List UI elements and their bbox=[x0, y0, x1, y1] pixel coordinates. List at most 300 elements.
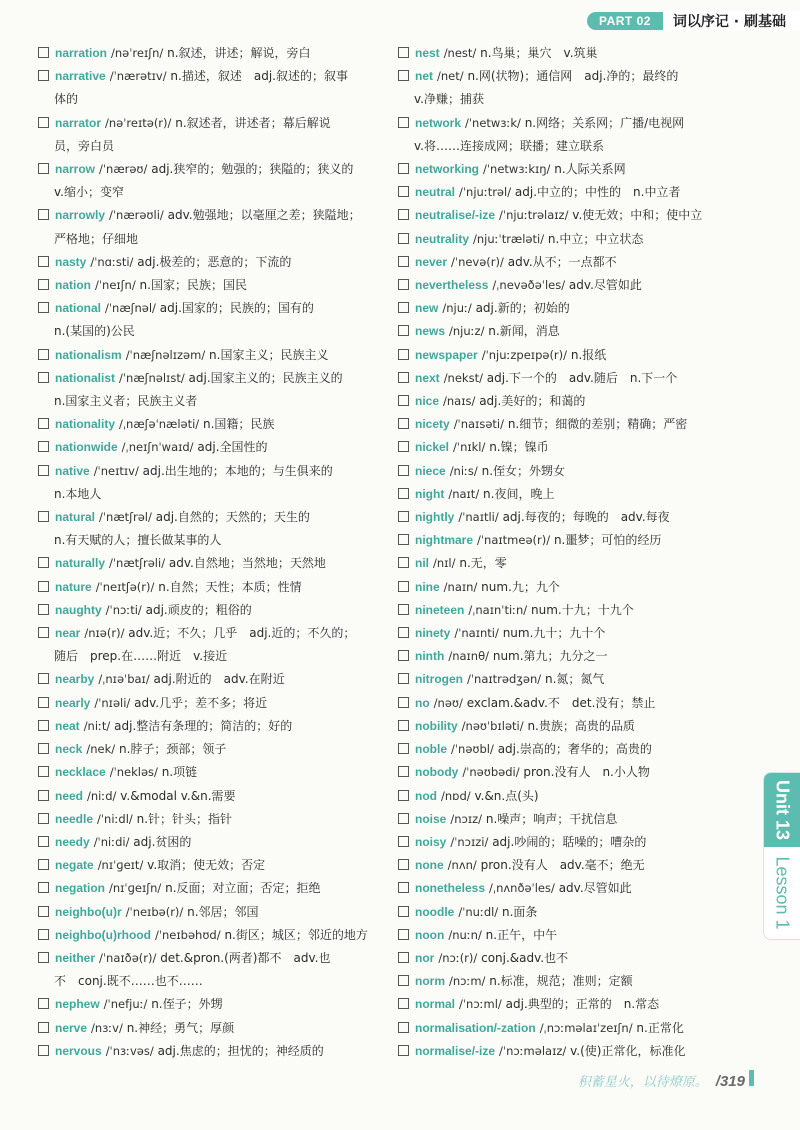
vocab-entry bbox=[38, 460, 380, 483]
headword: neighbo(u)r bbox=[55, 904, 122, 919]
definition: adv.从不；一点都不 bbox=[507, 254, 617, 269]
headword: national bbox=[55, 301, 102, 316]
phonetic: /ˈnevə(r)/ bbox=[451, 254, 504, 269]
unit-tab-top bbox=[764, 773, 800, 847]
checkbox-icon[interactable] bbox=[38, 998, 49, 1009]
phonetic: /ˈnjuːtrəl/ bbox=[459, 185, 512, 200]
checkbox-icon[interactable] bbox=[38, 279, 49, 290]
phonetic: /ˈnaɪsəti/ bbox=[453, 417, 504, 432]
phonetic: /nəʊ/ bbox=[433, 695, 463, 710]
phonetic: /nɔɪz/ bbox=[450, 811, 483, 826]
phonetic: /nɜːv/ bbox=[91, 1020, 123, 1035]
headword: noon bbox=[415, 927, 445, 942]
headword: nearly bbox=[55, 695, 91, 710]
phonetic: /nɪl/ bbox=[433, 556, 456, 571]
checkbox-icon[interactable] bbox=[398, 743, 409, 754]
vocab-entry bbox=[398, 785, 734, 808]
phonetic: /njuːz/ bbox=[449, 324, 485, 339]
phonetic: /ˈnaɪtrədʒən/ bbox=[467, 672, 542, 687]
definition: num.九十；九十个 bbox=[502, 626, 606, 641]
phonetic: /ˈnɔɪzi/ bbox=[450, 834, 489, 849]
headword: nine bbox=[415, 579, 440, 594]
vocab-entry bbox=[398, 529, 734, 552]
definition: adj.每夜的；每晚的 adv.每夜 bbox=[502, 510, 670, 525]
page-number-bar bbox=[749, 1070, 754, 1086]
vocab-entry bbox=[38, 436, 380, 459]
checkbox-icon[interactable] bbox=[38, 604, 49, 615]
checkbox-icon[interactable] bbox=[38, 557, 49, 568]
definition: adj.极差的；恶意的；下流的 bbox=[137, 254, 292, 269]
definition: num.十九；十九个 bbox=[531, 602, 634, 617]
checkbox-icon[interactable] bbox=[38, 1045, 49, 1056]
vocab-entry bbox=[398, 413, 734, 436]
checkbox-icon[interactable] bbox=[38, 790, 49, 801]
lesson-label: Lesson 1 bbox=[772, 856, 793, 930]
vocab-entry bbox=[38, 854, 380, 877]
checkbox-icon[interactable] bbox=[398, 349, 409, 360]
checkbox-icon[interactable] bbox=[398, 534, 409, 545]
checkbox-icon[interactable] bbox=[38, 372, 49, 383]
checkbox-icon[interactable] bbox=[38, 859, 49, 870]
headword: network bbox=[415, 115, 462, 130]
phonetic: /nek/ bbox=[86, 742, 116, 757]
checkbox-icon[interactable] bbox=[398, 882, 409, 893]
checkbox-icon[interactable] bbox=[38, 813, 49, 824]
phonetic: /nɪˈɡeɪʃn/ bbox=[109, 881, 162, 896]
vocab-entry bbox=[398, 251, 734, 274]
definition: n.正午，中午 bbox=[485, 927, 558, 942]
headword: nobility bbox=[415, 718, 458, 733]
page-footer bbox=[578, 1070, 754, 1090]
phonetic: /ˌnɔːməlaɪˈzeɪʃn/ bbox=[539, 1020, 633, 1035]
definition-continuation: v.净赚；捕获 bbox=[414, 92, 484, 107]
vocab-entry bbox=[398, 228, 734, 251]
checkbox-icon[interactable] bbox=[38, 418, 49, 429]
checkbox-icon[interactable] bbox=[398, 929, 409, 940]
checkbox-icon[interactable] bbox=[398, 70, 409, 81]
checkbox-icon[interactable] bbox=[398, 998, 409, 1009]
definition: adj.整洁有条理的；简洁的；好的 bbox=[114, 718, 293, 733]
vocab-entry bbox=[398, 692, 734, 715]
checkbox-icon[interactable] bbox=[38, 906, 49, 917]
checkbox-icon[interactable] bbox=[38, 673, 49, 684]
page-header bbox=[587, 10, 800, 32]
definition: n.噪声；响声；干扰信息 bbox=[485, 811, 618, 826]
phonetic: /nɔː(r)/ bbox=[438, 950, 478, 965]
headword: near bbox=[55, 626, 81, 641]
headword: niece bbox=[415, 463, 446, 478]
headword: nationalist bbox=[55, 370, 116, 385]
headword: naturally bbox=[55, 556, 106, 571]
checkbox-icon[interactable] bbox=[398, 557, 409, 568]
phonetic: /ˌnaɪnˈtiːn/ bbox=[468, 602, 528, 617]
phonetic: /ˌnʌnðəˈles/ bbox=[489, 881, 555, 896]
phonetic: /ˈnætʃrəli/ bbox=[109, 556, 166, 571]
vocab-entry bbox=[398, 645, 734, 668]
checkbox-icon[interactable] bbox=[398, 604, 409, 615]
headword: normal bbox=[415, 997, 456, 1012]
definition: adv.勉强地；以毫厘之差；狭隘地； bbox=[167, 208, 361, 223]
headword: normalisation/-zation bbox=[415, 1020, 536, 1035]
checkbox-icon[interactable] bbox=[398, 766, 409, 777]
phonetic: /ˈnærəʊ/ bbox=[99, 162, 148, 177]
vocab-entry bbox=[38, 552, 380, 575]
vocab-entry bbox=[38, 993, 380, 1016]
checkbox-icon[interactable] bbox=[38, 720, 49, 731]
checkbox-icon[interactable] bbox=[398, 790, 409, 801]
phonetic: /naɪs/ bbox=[443, 394, 476, 409]
checkbox-icon[interactable] bbox=[398, 465, 409, 476]
headword: neither bbox=[55, 950, 96, 965]
checkbox-icon[interactable] bbox=[38, 836, 49, 847]
definition-continuation: 体的 bbox=[54, 92, 79, 107]
definition: n.报纸 bbox=[570, 347, 607, 362]
definition: n.街区；城区；邻近的地方 bbox=[224, 927, 368, 942]
checkbox-icon[interactable] bbox=[38, 302, 49, 313]
vocab-entry bbox=[398, 483, 734, 506]
headword: norm bbox=[415, 974, 445, 989]
headword: noodle bbox=[415, 904, 455, 919]
definition: n.反面；对立面；否定；拒绝 bbox=[165, 881, 321, 896]
checkbox-icon[interactable] bbox=[398, 418, 409, 429]
vocab-entry bbox=[398, 42, 734, 65]
checkbox-icon[interactable] bbox=[398, 117, 409, 128]
headword: nationalism bbox=[55, 347, 122, 362]
headword: narrative bbox=[55, 69, 106, 84]
phonetic: /ˈnəʊbl/ bbox=[451, 742, 494, 757]
definition: n.夜间，晚上 bbox=[483, 486, 555, 501]
checkbox-icon[interactable] bbox=[398, 441, 409, 452]
definition-continuation: 员，旁白员 bbox=[54, 138, 115, 153]
headword: nationwide bbox=[55, 440, 118, 455]
checkbox-icon[interactable] bbox=[398, 650, 409, 661]
definition-continuation: v.将……连接成网；联播；建立联系 bbox=[414, 138, 604, 153]
phonetic: /nɪə(r)/ bbox=[84, 626, 125, 641]
vocab-entry bbox=[38, 785, 380, 808]
headword: negation bbox=[55, 881, 105, 896]
checkbox-icon[interactable] bbox=[38, 47, 49, 58]
definition: v.使无效；中和；使中立 bbox=[572, 208, 703, 223]
checkbox-icon[interactable] bbox=[398, 859, 409, 870]
checkbox-icon[interactable] bbox=[38, 627, 49, 638]
checkbox-icon[interactable] bbox=[38, 882, 49, 893]
checkbox-icon[interactable] bbox=[398, 163, 409, 174]
checkbox-icon[interactable] bbox=[398, 720, 409, 731]
vocab-entry bbox=[398, 367, 734, 390]
phonetic: /ˈnəʊbədi/ bbox=[462, 765, 520, 780]
headword: negate bbox=[55, 858, 94, 873]
headword: net bbox=[415, 69, 433, 84]
phonetic: /njuːˈtræləti/ bbox=[473, 231, 545, 246]
vocab-entry bbox=[398, 622, 734, 645]
phonetic: /ˈneɪʃn/ bbox=[95, 278, 136, 293]
definition: n.国籍；民族 bbox=[203, 417, 275, 432]
checkbox-icon[interactable] bbox=[398, 627, 409, 638]
headword: next bbox=[415, 370, 440, 385]
vocab-entry bbox=[38, 413, 380, 436]
checkbox-icon[interactable] bbox=[398, 209, 409, 220]
definition: adv.自然地；当然地；天然地 bbox=[168, 556, 326, 571]
vocab-entry bbox=[38, 344, 380, 367]
checkbox-icon[interactable] bbox=[38, 70, 49, 81]
checkbox-icon[interactable] bbox=[398, 279, 409, 290]
vocab-entry bbox=[38, 715, 380, 738]
phonetic: /ˈnekləs/ bbox=[109, 765, 158, 780]
vocab-entry bbox=[398, 668, 734, 691]
headword: nerve bbox=[55, 1020, 88, 1035]
definition: n.正常化 bbox=[636, 1020, 684, 1035]
phonetic: /naɪn/ bbox=[443, 579, 478, 594]
definition: adj.国家的；民族的；国有的 bbox=[159, 301, 314, 316]
definition: n.脖子；颈部；领子 bbox=[118, 742, 227, 757]
checkbox-icon[interactable] bbox=[38, 163, 49, 174]
headword: nice bbox=[415, 394, 440, 409]
vocab-entry bbox=[398, 924, 734, 947]
checkbox-icon[interactable] bbox=[398, 302, 409, 313]
headword: noisy bbox=[415, 834, 447, 849]
checkbox-icon[interactable] bbox=[38, 766, 49, 777]
vocab-entry bbox=[398, 320, 734, 343]
phonetic: /ˈnætʃrəl/ bbox=[99, 510, 152, 525]
phonetic: /naɪt/ bbox=[448, 486, 480, 501]
definition: v.取消；使无效；否定 bbox=[147, 858, 266, 873]
phonetic: /niːd/ bbox=[87, 788, 117, 803]
checkbox-icon[interactable] bbox=[38, 511, 49, 522]
vocab-entry bbox=[398, 947, 734, 970]
part-label: PART 02 bbox=[587, 12, 663, 30]
phonetic: /ˈnærətɪv/ bbox=[109, 69, 167, 84]
phonetic: /niːs/ bbox=[449, 463, 478, 478]
checkbox-icon[interactable] bbox=[38, 952, 49, 963]
vocab-entry bbox=[38, 1017, 380, 1040]
definition: n.描述，叙述 adj.叙述的；叙事 bbox=[170, 69, 348, 84]
headword: noble bbox=[415, 742, 447, 757]
definition: conj.&adv.也不 bbox=[481, 950, 569, 965]
headword: no bbox=[415, 695, 430, 710]
phonetic: /nest/ bbox=[443, 46, 477, 60]
phonetic: /nʌn/ bbox=[447, 858, 477, 873]
phonetic: /ˈnaɪnti/ bbox=[454, 626, 499, 641]
headword: nitrogen bbox=[415, 672, 463, 687]
headword: necklace bbox=[55, 765, 106, 780]
headword: nod bbox=[415, 788, 437, 803]
definition: n.无，零 bbox=[459, 556, 507, 571]
headword: neutral bbox=[415, 185, 456, 200]
checkbox-icon[interactable] bbox=[38, 441, 49, 452]
checkbox-icon[interactable] bbox=[38, 209, 49, 220]
definition: v.(使)正常化，标准化 bbox=[570, 1043, 686, 1058]
definition: adj.贫困的 bbox=[133, 834, 192, 849]
checkbox-icon[interactable] bbox=[38, 465, 49, 476]
checkbox-icon[interactable] bbox=[398, 975, 409, 986]
checkbox-icon[interactable] bbox=[38, 697, 49, 708]
headword: networking bbox=[415, 162, 480, 177]
checkbox-icon[interactable] bbox=[38, 256, 49, 267]
definition-continuation: 不 conj.既不……也不…… bbox=[54, 974, 203, 989]
definition: num.第九；九分之一 bbox=[492, 649, 608, 664]
right-vocab-column bbox=[398, 42, 734, 1063]
vocab-entry bbox=[38, 576, 380, 599]
checkbox-icon[interactable] bbox=[38, 1022, 49, 1033]
definition: n.镍；镍币 bbox=[489, 440, 549, 455]
checkbox-icon[interactable] bbox=[398, 488, 409, 499]
definition: adv.近；不久；几乎 adj.近的；不久的； bbox=[128, 626, 356, 641]
definition: adj.焦虑的；担忧的；神经质的 bbox=[157, 1043, 324, 1058]
headword: nicety bbox=[415, 417, 450, 432]
definition: adj.附近的 adv.在附近 bbox=[153, 672, 285, 687]
definition-continuation: v.缩小；变窄 bbox=[54, 185, 124, 200]
checkbox-icon[interactable] bbox=[398, 1045, 409, 1056]
phonetic: /ˈneɪbə(r)/ bbox=[125, 904, 184, 919]
headword: narration bbox=[55, 46, 108, 60]
vocab-entry bbox=[38, 924, 380, 947]
vocab-entry bbox=[38, 622, 380, 645]
checkbox-icon[interactable] bbox=[398, 906, 409, 917]
vocab-entry bbox=[398, 204, 734, 227]
definition: det.&pron.(两者)都不 adv.也 bbox=[160, 950, 331, 965]
definition: n.侄子；外甥 bbox=[151, 997, 223, 1012]
checkbox-icon[interactable] bbox=[398, 186, 409, 197]
headword: nevertheless bbox=[415, 278, 489, 293]
checkbox-icon[interactable] bbox=[398, 511, 409, 522]
headword: nation bbox=[55, 278, 91, 293]
checkbox-icon[interactable] bbox=[398, 697, 409, 708]
definition: v.&modal v.&n.需要 bbox=[120, 788, 236, 803]
definition: n.针；针头；指针 bbox=[136, 811, 233, 826]
checkbox-icon[interactable] bbox=[38, 581, 49, 592]
phonetic: /ˈnjuːtrəlaɪz/ bbox=[499, 208, 569, 223]
vocab-entry bbox=[398, 1040, 734, 1063]
checkbox-icon[interactable] bbox=[398, 952, 409, 963]
definition: n.网络；关系网；广播/电视网 bbox=[524, 115, 685, 130]
vocab-entry bbox=[398, 112, 734, 135]
definition-continuation: n.有天赋的人；擅长做某事的人 bbox=[54, 533, 222, 548]
headword: native bbox=[55, 463, 90, 478]
definition: n.叙述者，讲述者；幕后解说 bbox=[175, 115, 331, 130]
checkbox-icon[interactable] bbox=[398, 673, 409, 684]
phonetic: /ˌnɪəˈbaɪ/ bbox=[98, 672, 150, 687]
vocab-entry bbox=[38, 668, 380, 691]
vocab-entry bbox=[38, 808, 380, 831]
headword: nest bbox=[415, 46, 440, 60]
definition: n.标准，规范；准则；定额 bbox=[489, 974, 633, 989]
definition: num.九；九个 bbox=[481, 579, 560, 594]
checkbox-icon[interactable] bbox=[398, 233, 409, 244]
vocab-entry bbox=[38, 367, 380, 390]
checkbox-icon[interactable] bbox=[38, 929, 49, 940]
checkbox-icon[interactable] bbox=[398, 813, 409, 824]
vocab-entry bbox=[398, 808, 734, 831]
checkbox-icon[interactable] bbox=[398, 256, 409, 267]
vocab-entry bbox=[398, 181, 734, 204]
checkbox-icon[interactable] bbox=[38, 743, 49, 754]
checkbox-icon[interactable] bbox=[398, 1022, 409, 1033]
headword: ninth bbox=[415, 649, 445, 664]
headword: ninety bbox=[415, 626, 451, 641]
phonetic: /ˈnɔːməlaɪz/ bbox=[499, 1043, 567, 1058]
checkbox-icon[interactable] bbox=[398, 581, 409, 592]
vocab-entry bbox=[38, 274, 380, 297]
headword: nephew bbox=[55, 997, 100, 1012]
checkbox-icon[interactable] bbox=[38, 349, 49, 360]
vocab-entry bbox=[398, 297, 734, 320]
vocab-entry bbox=[38, 112, 380, 135]
phonetic: /ˈnɔːml/ bbox=[459, 997, 502, 1012]
headword: none bbox=[415, 858, 444, 873]
vocab-entry bbox=[38, 251, 380, 274]
phonetic: /ˈneɪtʃə(r)/ bbox=[95, 579, 155, 594]
vocab-entry bbox=[398, 552, 734, 575]
vocab-entry bbox=[398, 877, 734, 900]
headword: nervous bbox=[55, 1043, 102, 1058]
phonetic: /ˈneɪbəhʊd/ bbox=[154, 927, 221, 942]
vocab-entry bbox=[38, 738, 380, 761]
phonetic: /ˈnaɪtli/ bbox=[458, 510, 499, 525]
definition: n.新闻，消息 bbox=[488, 324, 560, 339]
vocab-entry bbox=[398, 274, 734, 297]
phonetic: /ˈnjuːzpeɪpə(r)/ bbox=[481, 347, 568, 362]
vocab-entry bbox=[398, 761, 734, 784]
left-vocab-column bbox=[38, 42, 380, 1063]
phonetic: /ˈnetwɜːkɪŋ/ bbox=[483, 162, 551, 177]
definition: n.自然；天性；本质；性情 bbox=[158, 579, 302, 594]
phonetic: /naɪnθ/ bbox=[448, 649, 490, 664]
vocab-entry bbox=[38, 692, 380, 715]
definition: n.国家主义；民族主义 bbox=[209, 347, 329, 362]
definition: pron.没有人 n.小人物 bbox=[523, 765, 650, 780]
phonetic: /net/ bbox=[437, 69, 464, 84]
vocab-entry bbox=[398, 506, 734, 529]
vocab-entry bbox=[38, 65, 380, 88]
phonetic: /ˈnɔːti/ bbox=[105, 602, 142, 617]
phonetic: /nɔːm/ bbox=[449, 974, 486, 989]
headword: news bbox=[415, 324, 446, 339]
definition: v.&n.点(头) bbox=[474, 788, 539, 803]
vocab-entry bbox=[398, 970, 734, 993]
phonetic: /ˈnaɪðə(r)/ bbox=[99, 950, 157, 965]
definition: adj.下一个的 adv.随后 n.下一个 bbox=[486, 370, 678, 385]
headword: narrow bbox=[55, 162, 96, 177]
vocab-entry bbox=[38, 506, 380, 529]
phonetic: /ˈnuːdl/ bbox=[458, 904, 499, 919]
vocab-entry bbox=[38, 204, 380, 227]
headword: nightmare bbox=[415, 533, 474, 548]
vocab-entry bbox=[398, 993, 734, 1016]
headword: neat bbox=[55, 718, 80, 733]
vocab-entry bbox=[398, 1017, 734, 1040]
definition: adj.吵闹的；聒噪的；嘈杂的 bbox=[492, 834, 647, 849]
checkbox-icon[interactable] bbox=[398, 372, 409, 383]
phonetic: /nɪˈɡeɪt/ bbox=[97, 858, 144, 873]
definition: adj.狭窄的；勉强的；狭隘的；狭义的 bbox=[151, 162, 354, 177]
definition: adj.自然的；天然的；天生的 bbox=[155, 510, 310, 525]
definition: n.国家；民族；国民 bbox=[139, 278, 247, 293]
vocab-entry bbox=[38, 1040, 380, 1063]
headword: narrator bbox=[55, 115, 102, 130]
checkbox-icon[interactable] bbox=[398, 395, 409, 406]
checkbox-icon[interactable] bbox=[38, 117, 49, 128]
phonetic: /ˈnɪəli/ bbox=[94, 695, 131, 710]
definition: n.中立；中立状态 bbox=[547, 231, 644, 246]
checkbox-icon[interactable] bbox=[398, 47, 409, 58]
phonetic: /ˈnærəʊli/ bbox=[109, 208, 164, 223]
headword: narrowly bbox=[55, 208, 106, 223]
headword: natural bbox=[55, 510, 96, 525]
checkbox-icon[interactable] bbox=[398, 325, 409, 336]
checkbox-icon[interactable] bbox=[398, 836, 409, 847]
vocab-entry bbox=[398, 158, 734, 181]
phonetic: /ˈnaɪtmeə(r)/ bbox=[477, 533, 551, 548]
